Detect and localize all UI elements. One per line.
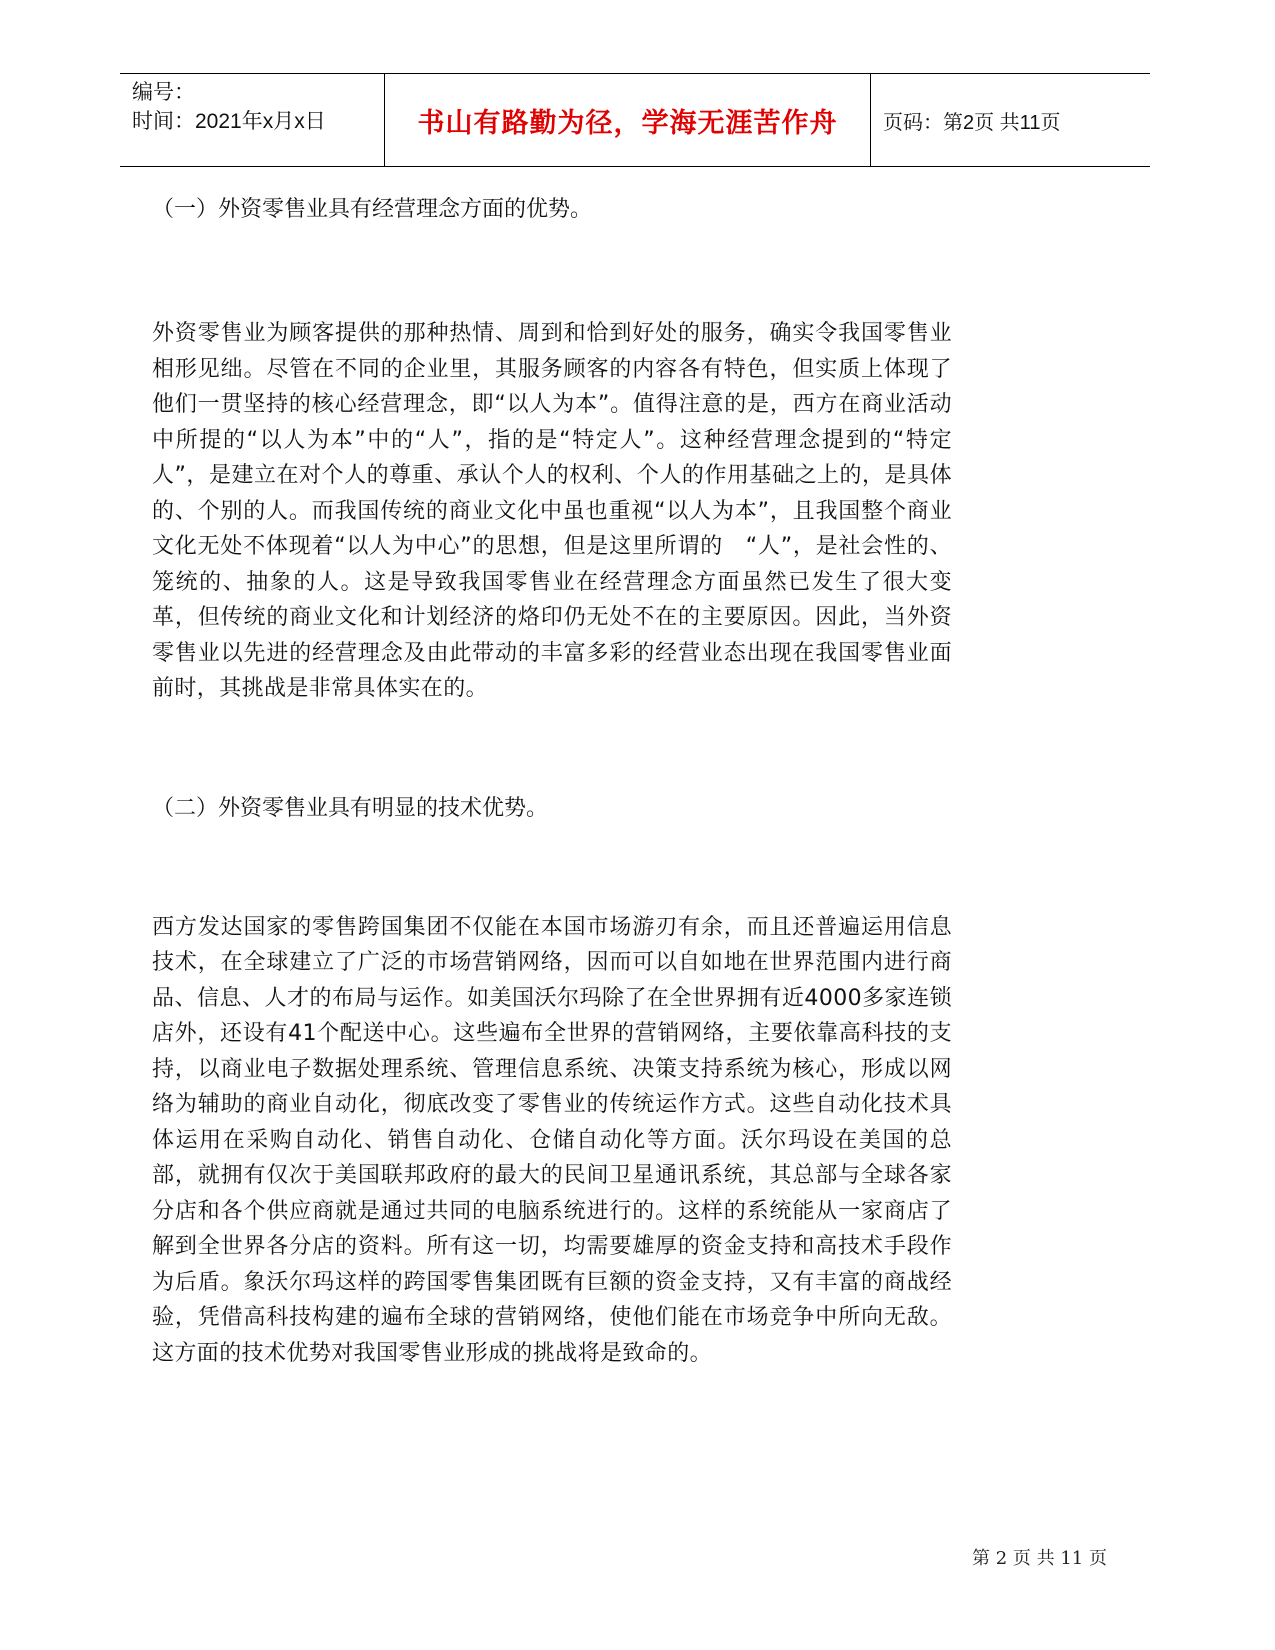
header-motto: 书山有路勤为径，学海无涯苦作舟 [385, 74, 871, 166]
section-heading-2: （二）外资零售业具有明显的技术优势。 [152, 795, 549, 821]
document-body [152, 180, 952, 1371]
header-page-info: 页码：第2页 共11页 [883, 111, 1061, 134]
header-time-label: 时间：2021年x月x日 [132, 110, 326, 133]
page-footer: 第 2 页 共 11 页 [972, 1548, 1107, 1569]
section-heading-1: （一）外资零售业具有经营理念方面的优势。 [152, 197, 593, 222]
header-meta [120, 74, 385, 166]
section-paragraph-1: 外资零售业为顾客提供的那种热情、周到和恰到好处的服务，确实令我国零售业相形见绌。尽管在不同的企业里，其服务顾客的内容各有特色，但实质上体现了他们一贯坚持的核心经营理念，即“以人为本”。值得注意的是，西方在商业活动中所提的“以人为本”中的“人”，指的是“特定人”。这种经营理念提到的“特定人”，是建立在对个人的尊重、承认个人的权利、个人的作用基础之上的，是具体的、个别的人。而我国传统的商业文化中虽也重视“以人为本”，且我国整个商业文化无处不体现着“以人为中心”的思想，但是这里所谓的 “人”，是社会性的、笼统的、抽象的人。这是导致我国零售业在经营理念方面虽然已发生了很大变革，但传统的商业文化和计划经济的烙印仍无处不在的主要原因。因此，当外资零售业以先进的经营理念及由此带动的丰富多彩的经营业态出现在我国零售业面前时，其挑战是非常具体实在的。 [152, 321, 952, 701]
section-paragraph-2: 西方发达国家的零售跨国集团不仅能在本国市场游刃有余，而且还普遍运用信息技术，在全球建立了广泛的市场营销网络，因而可以自如地在世界范围内进行商品、信息、人才的布局与运作。如美国沃尔玛除了在全世界拥有近4000多家连锁店外，还设有41个配送中心。这些遍布全世界的营销网络，主要依靠高科技的支持，以商业电子数据处理系统、管理信息系统、决策支持系统为核心，形成以网络为辅助的商业自动化，彻底改变了零售业的传统运作方式。这些自动化技术具体运用在采购自动化、销售自动化、仓储自动化等方面。沃尔玛设在美国的总部，就拥有仅次于美国联邦政府的最大的民间卫星通讯系统，其总部与全球各家分店和各个供应商就是通过共同的电脑系统进行的。这样的系统能从一家商店了解到全世界各分店的资料。所有这一切，均需要雄厚的资金支持和高技术手段作为后盾。象沃尔玛这样的跨国零售集团既有巨额的资金支持，又有丰富的商战经验，凭借高科技构建的遍布全球的营销网络，使他们能在市场竞争中所向无敌。这方面的技术优势对我国零售业形成的挑战将是致命的。 [152, 914, 952, 1366]
page-header [120, 73, 1150, 167]
header-number-label: 编号： [132, 81, 195, 104]
